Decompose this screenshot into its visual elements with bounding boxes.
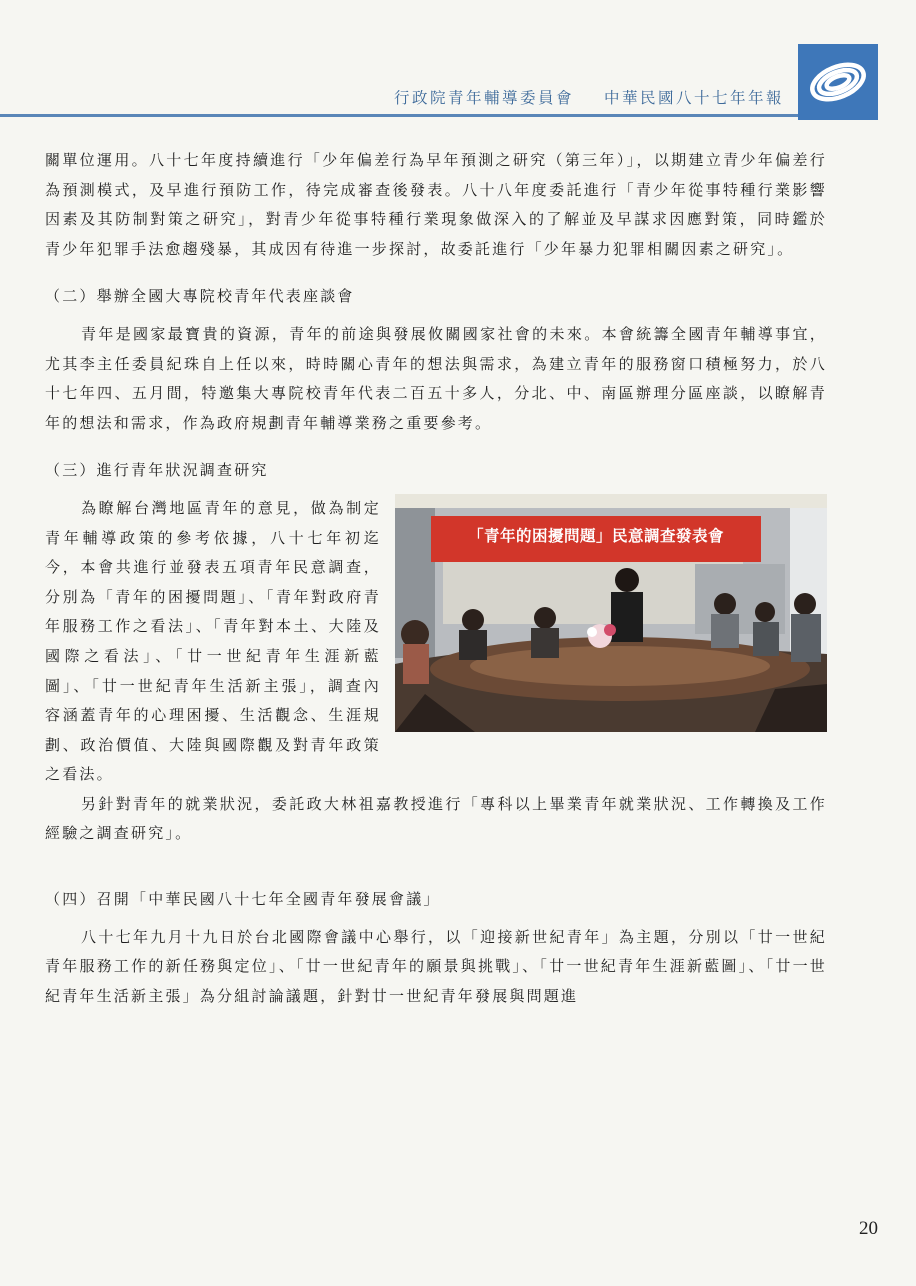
header-org: 行政院青年輔導委員會	[393, 89, 574, 107]
paragraph-employment-study: 另針對青年的就業狀況，委託政大林祖嘉教授進行「專科以上畢業青年就業狀況、工作轉換及工作經驗之調查研究」。	[45, 794, 827, 843]
paragraph-youth-forum: 青年是國家最寶貴的資源，青年的前途與發展攸關國家社會的未來。本會統籌全國青年輔導事宜，尤其李主任委員紀珠自上任以來，時時關心青年的想法與需求，為建立青年的服務窗口積極努力，於八十七年四、五月間，特邀集大專院校青年代表二百五十多人，分北、中、南區辦理分區座談，以瞭解青年的想法和需求，作為政府規劃青年輔導業務之重要參考。	[45, 324, 827, 432]
section-heading-4: （四）召開「中華民國八十七年全國青年發展會議」	[45, 890, 441, 909]
photo-banner-text: 「青年的困擾問題」民意調查發表會	[467, 526, 724, 545]
paragraph-youth-survey: 為瞭解台灣地區青年的意見，做為制定青年輔導政策的參考依據，八十七年初迄今，本會共進行並發表五項青年民意調查，分別為「青年的困擾問題」、「青年對政府青年服務工作之看法」、「青年對本土、大陸及國際之看法」、「廿一世紀青年生涯新藍圖」、「廿一世紀青年生活新主張」，調查內容涵蓋青年的心理困擾、生活觀念、生涯規劃、政治價值、大陸與國際觀及對青年政策之看法。	[45, 498, 381, 784]
paragraph-research-intro: 關單位運用。八十七年度持續進行「少年偏差行為早年預測之研究（第三年）」，以期建立青少年偏差行為預測模式，及早進行預防工作，待完成審查後發表。八十八年度委託進行「青少年從事特種行業影響因素及其防制對策之研究」，對青少年從事特種行業現象做深入的了解並及早謀求因應對策，同時鑑於青少年犯罪手法愈趨殘暴，其成因有待進一步探討，故委託進行「少年暴力犯罪相關因素之研究」。	[45, 151, 827, 258]
section-heading-3: （三）進行青年狀況調查研究	[45, 461, 269, 480]
press-conference-photo	[395, 494, 827, 732]
header-rule	[0, 114, 800, 117]
page-number: 20	[859, 1218, 878, 1239]
paragraph-youth-conference: 八十七年九月十九日於台北國際會議中心舉行，以「迎接新世紀青年」為主題，分別以「廿一世紀青年服務工作的新任務與定位」、「廿一世紀青年的願景與挑戰」、「廿一世紀青年生涯新藍圖」、「廿一世紀青年生活新主張」為分組討論議題，針對廿一世紀青年發展與問題進	[45, 927, 827, 1005]
header-report: 中華民國八十七年年報	[603, 89, 784, 107]
header-title	[394, 86, 784, 108]
ring-logo-icon	[798, 44, 878, 120]
section-heading-2: （二）舉辦全國大專院校青年代表座談會	[45, 287, 355, 306]
article-body	[45, 146, 827, 1011]
